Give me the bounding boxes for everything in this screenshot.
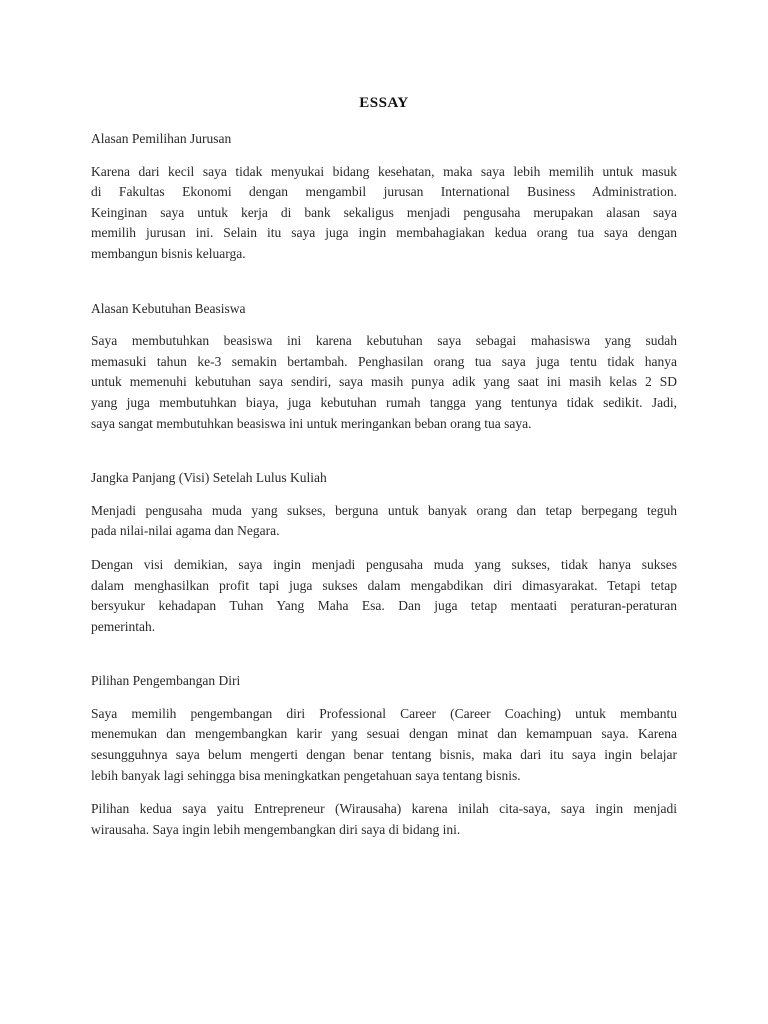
paragraph xyxy=(91,501,677,542)
section-heading: Alasan Kebutuhan Beasiswa xyxy=(91,300,246,316)
text-line: Saya membutuhkan beasiswa ini karena kebutuhan saya sebagai mahasiswa yang sudah xyxy=(91,333,677,349)
text-line: memasuki tahun ke-3 semakin bertambah. Penghasilan orang tua saya juga tentu tidak hanya xyxy=(91,353,677,369)
paragraph xyxy=(91,704,677,786)
section-jangka-panjang xyxy=(91,468,677,637)
section-heading: Alasan Pemilihan Jurusan xyxy=(91,131,232,146)
text-line: pada nilai-nilai agama dan Negara. xyxy=(91,523,280,539)
text-line: sesungguhnya saya belum mengerti dengan benar tentang bisnis, maka dari itu saya ingin belajar xyxy=(91,747,677,763)
text-line: Keinginan saya untuk kerja di bank sekaligus menjadi pengusaha merupakan alasan saya xyxy=(91,204,677,220)
text-line: Dengan visi demikian, saya ingin menjadi pengusaha muda yang sukses, tidak hanya sukses xyxy=(91,556,677,572)
paragraph xyxy=(91,162,677,265)
text-line: untuk memenuhi kebutuhan saya sendiri, saya masih punya adik yang saat ini masih kelas 2 SD xyxy=(91,374,677,390)
paragraph xyxy=(91,799,677,840)
paragraph xyxy=(91,331,677,434)
text-line: di Fakultas Ekonomi dengan mengambil jurusan International Business Administration. xyxy=(91,184,677,200)
section-heading: Pilihan Pengembangan Diri xyxy=(91,673,241,689)
text-line: pemerintah. xyxy=(91,618,156,634)
section-alasan-pemilihan-jurusan xyxy=(91,129,677,265)
section-alasan-kebutuhan-beasiswa xyxy=(91,299,677,435)
text-line: wirausaha. Saya ingin lebih mengembangkan diri saya di bidang ini. xyxy=(91,821,461,837)
text-line: saya sangat membutuhkan beasiswa ini untuk meringankan beban orang tua saya. xyxy=(91,415,532,431)
text-line: menemukan dan mengembangkan karir yang sesuai dengan minat dan kemampuan saya. Karena xyxy=(91,726,677,742)
text-line: bersyukur kehadapan Tuhan Yang Maha Esa. Dan juga tetap mentaati peraturan-peraturan xyxy=(91,598,677,614)
paragraph xyxy=(91,555,677,637)
text-line: lebih banyak lagi sehingga bisa meningkatkan pengetahuan saya tentang bisnis. xyxy=(91,767,521,783)
section-pilihan-pengembangan-diri xyxy=(91,671,677,840)
section-heading: Jangka Panjang (Visi) Setelah Lulus Kuliah xyxy=(91,470,327,486)
document-body xyxy=(91,93,677,840)
text-line: Karena dari kecil saya tidak menyukai bidang kesehatan, maka saya lebih memilih untuk masuk xyxy=(91,163,677,179)
text-line: Menjadi pengusaha muda yang sukses, berguna untuk banyak orang dan tetap berpegang teguh xyxy=(91,502,677,518)
text-line: memilih jurusan ini. Selain itu saya juga ingin membahagiakan kedua orang tua saya dengan xyxy=(91,225,677,241)
text-line: dalam menghasilkan profit tapi juga sukses dalam mengabdikan diri dimasyarakat. Tetapi tetap xyxy=(91,577,677,593)
page-title: ESSAY xyxy=(359,95,409,111)
text-line: yang juga membutuhkan biaya, juga kebutuhan rumah tangga yang tentunya tidak sedikit. Jadi, xyxy=(91,394,677,410)
text-line: membangun bisnis keluarga. xyxy=(91,245,246,261)
text-line: Pilihan kedua saya yaitu Entrepreneur (Wirausaha) karena inilah cita-saya, saya ingin menjadi xyxy=(91,801,677,817)
text-line: Saya memilih pengembangan diri Professional Career (Career Coaching) untuk membantu xyxy=(91,705,677,721)
